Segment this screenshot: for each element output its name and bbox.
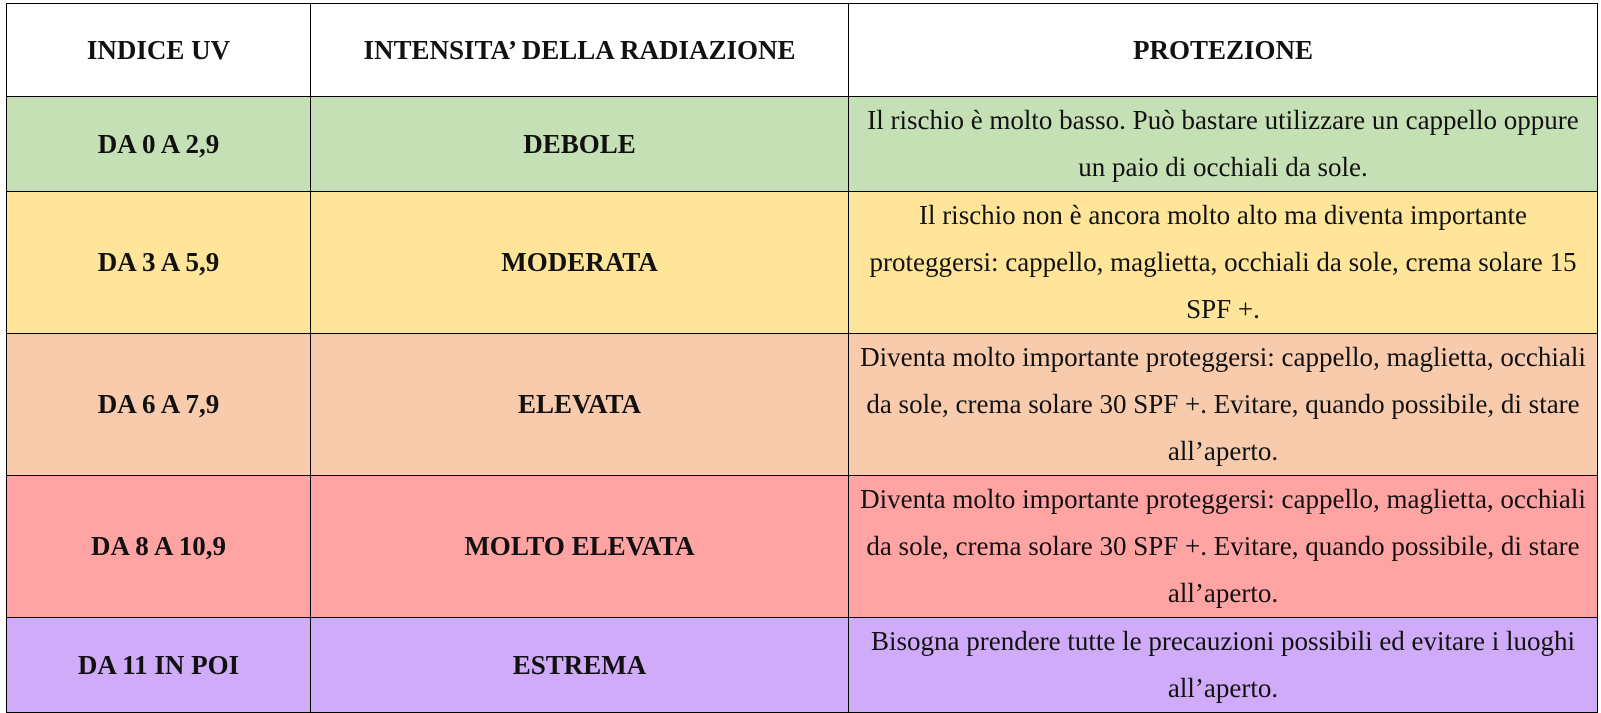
protection-cell: Diventa molto importante proteggersi: cappello, maglietta, occhiali da sole, crema solare 30 SPF +. Evitare, quando possibile, di stare all’aperto. <box>849 476 1598 618</box>
intensity-cell: MODERATA <box>311 192 849 334</box>
header-uv-index: INDICE UV <box>7 4 311 97</box>
protection-cell: Diventa molto importante proteggersi: cappello, maglietta, occhiali da sole, crema solare 30 SPF +. Evitare, quando possibile, di stare all’aperto. <box>849 334 1598 476</box>
uv-index-table <box>6 3 1598 713</box>
header-protection: PROTEZIONE <box>849 4 1598 97</box>
uv-index-cell: DA 8 A 10,9 <box>7 476 311 618</box>
table-row <box>7 97 1598 192</box>
table-row <box>7 192 1598 334</box>
table-row <box>7 476 1598 618</box>
uv-index-cell: DA 0 A 2,9 <box>7 97 311 192</box>
protection-cell: Bisogna prendere tutte le precauzioni possibili ed evitare i luoghi all’aperto. <box>849 618 1598 713</box>
intensity-cell: ELEVATA <box>311 334 849 476</box>
protection-cell: Il rischio è molto basso. Può bastare utilizzare un cappello oppure un paio di occhiali da sole. <box>849 97 1598 192</box>
protection-cell: Il rischio non è ancora molto alto ma diventa importante proteggersi: cappello, maglietta, occhiali da sole, crema solare 15 SPF +. <box>849 192 1598 334</box>
intensity-cell: ESTREMA <box>311 618 849 713</box>
table-row <box>7 618 1598 713</box>
intensity-cell: MOLTO ELEVATA <box>311 476 849 618</box>
header-row <box>7 4 1598 97</box>
uv-index-cell: DA 6 A 7,9 <box>7 334 311 476</box>
intensity-cell: DEBOLE <box>311 97 849 192</box>
table-row <box>7 334 1598 476</box>
uv-index-cell: DA 3 A 5,9 <box>7 192 311 334</box>
uv-index-cell: DA 11 IN POI <box>7 618 311 713</box>
header-radiation-intensity: INTENSITA’ DELLA RADIAZIONE <box>311 4 849 97</box>
